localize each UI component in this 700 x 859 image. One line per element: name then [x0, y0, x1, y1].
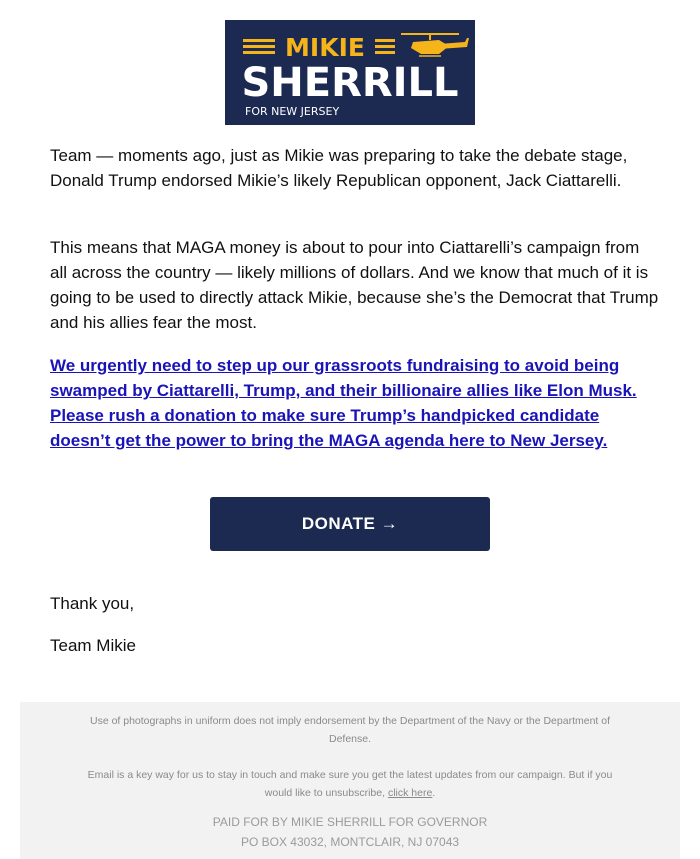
- unsubscribe-text: Email is a key way for us to stay in touch and make sure you get the latest updates from our campaign. But if you would like to unsubscribe,: [87, 769, 613, 799]
- stripe: [243, 39, 275, 42]
- donation-link[interactable]: We urgently need to step up our grassroots fundraising to avoid being swamped by Ciattarelli, Trump, and their billionaire allies like Elon Musk. Please rush a donation to make sure Trump’s handpicked candidate doesn’t get the power to bring the MAGA agenda here to New Jersey.: [50, 356, 637, 450]
- logo-line1: MIKIE: [285, 33, 365, 62]
- email-paragraph-1: Team — moments ago, just as Mikie was preparing to take the debate stage, Donald Trump endorsed Mikie’s likely Republican opponent, Jack Ciattarelli.: [50, 146, 628, 190]
- stripe: [243, 45, 275, 48]
- stripe: [243, 51, 275, 54]
- email-footer: [20, 702, 680, 859]
- email-cta-paragraph: [50, 353, 660, 453]
- signoff-text: Team Mikie: [50, 636, 136, 655]
- thanks-text: Thank you,: [50, 594, 135, 613]
- stripe: [375, 39, 395, 42]
- unsubscribe-link[interactable]: click here: [387, 787, 433, 799]
- helicopter-icon: [401, 34, 469, 56]
- address-line: PO BOX 43032, MONTCLAIR, NJ 07043: [240, 835, 460, 849]
- paid-for-line: PAID FOR BY MIKIE SHERRILL FOR GOVERNOR: [212, 815, 488, 829]
- footer-disclaimer: Use of photographs in uniform does not imply endorsement by the Department of the Navy or the Department of Defense.: [89, 715, 611, 745]
- logo-line3: FOR NEW JERSEY: [245, 105, 340, 118]
- stripe: [375, 51, 395, 54]
- stripe: [375, 45, 395, 48]
- email-paragraph-2: This means that MAGA money is about to pour into Ciattarelli’s campaign from all across the country — likely millions of dollars. And we know that much of it is going to be used to directly attack Mikie, because she’s the Democrat that Trump and his allies fear the most.: [50, 238, 659, 332]
- unsubscribe-period: .: [432, 787, 436, 799]
- logo-line2: SHERRILL: [241, 60, 459, 106]
- donate-button[interactable]: DONATE →: [210, 497, 490, 551]
- footer-paid-for: [80, 812, 620, 852]
- footer-unsubscribe: [80, 766, 620, 802]
- campaign-logo[interactable]: [225, 20, 475, 125]
